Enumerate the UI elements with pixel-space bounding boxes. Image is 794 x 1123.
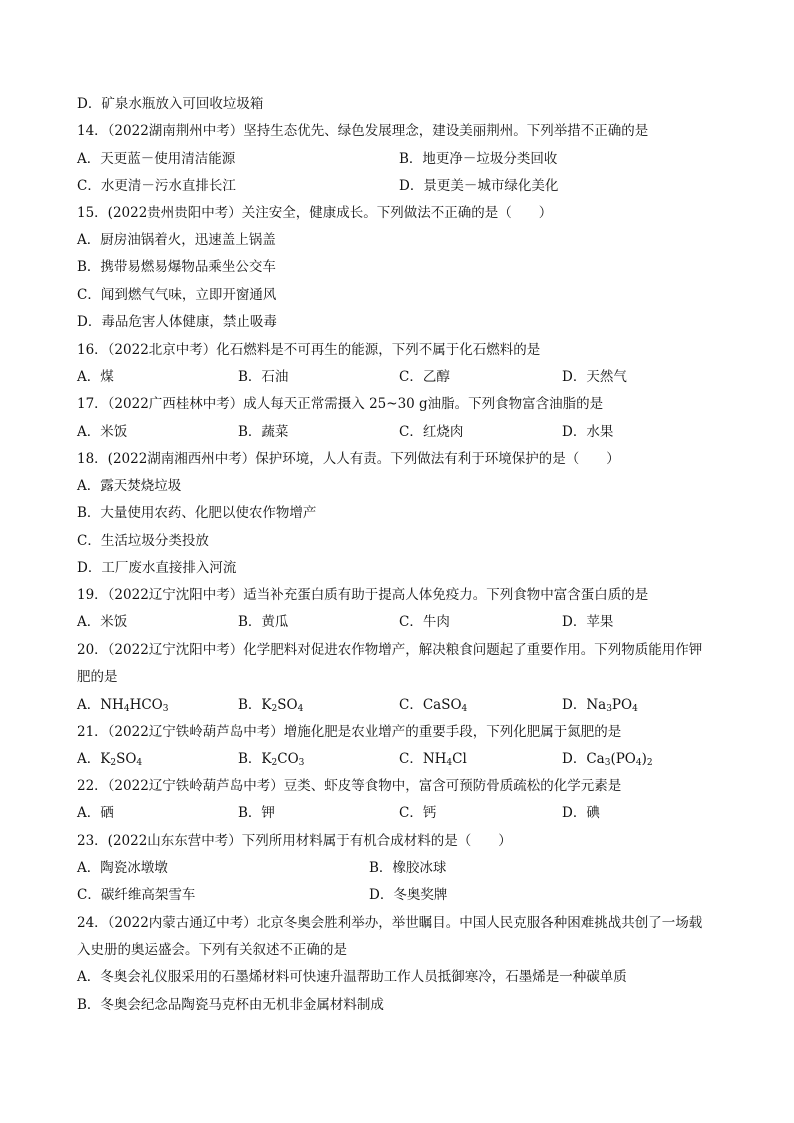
option-c: C．碳纤维高架雪车 <box>77 887 196 903</box>
option-c: C．生活垃圾分类投放 <box>77 533 209 549</box>
option-d: D．苹果 <box>562 614 614 630</box>
option-d: D．$Na_3PO_4$ <box>562 697 638 714</box>
option-b: B．黄瓜 <box>238 614 289 630</box>
option-b: B．地更净－垃圾分类回收 <box>399 151 558 167</box>
question-20: 20．（2022辽宁沈阳中考）化学肥料对促进农作物增产，解决粮食问题起了重要作用。下列物质能用作钾 <box>77 642 703 658</box>
option-c: C．$NH_4Cl$ <box>399 751 467 768</box>
option-d: D．景更美－城市绿化美化 <box>399 178 559 194</box>
option-b: B．$K_2CO_3$ <box>238 751 305 768</box>
option-b: B．大量使用农药、化肥以使农作物增产 <box>77 505 317 521</box>
option-b: B．$K_2SO_4$ <box>238 697 304 714</box>
question-16: 16．（2022北京中考）化石燃料是不可再生的能源，下列不属于化石燃料的是 <box>77 342 541 358</box>
option-a: A．米饭 <box>77 614 128 630</box>
question-22: 22．（2022辽宁铁岭葫芦岛中考）豆类、虾皮等食物中，富含可预防骨质疏松的化学元素是 <box>77 778 622 794</box>
option-d: D．天然气 <box>562 369 627 385</box>
option-b: B．石油 <box>238 369 289 385</box>
option-b: B．钾 <box>238 805 275 821</box>
option-c: C．红烧肉 <box>399 424 464 440</box>
option-c: C．牛肉 <box>399 614 450 630</box>
option-a: A．露天焚烧垃圾 <box>77 478 182 494</box>
option-a: A．$K_2SO_4$ <box>77 751 143 768</box>
option-b: B．冬奥会纪念品陶瓷马克杯由无机非金属材料制成 <box>77 997 384 1013</box>
question-18: 18．(2022湖南湘西州中考）保护环境，人人有责。下列做法有利于环境保护的是（ ） <box>77 451 620 467</box>
option-a: A．陶瓷冰墩墩 <box>77 860 168 876</box>
option-a: A．$NH_4HCO_3$ <box>77 697 169 714</box>
option-line: D．矿泉水瓶放入可回收垃圾箱 <box>77 96 264 112</box>
option-c: C．乙醇 <box>399 369 450 385</box>
option-a: A．米饭 <box>77 424 128 440</box>
question-15: 15．(2022贵州贵阳中考）关注安全，健康成长。下列做法不正确的是（ ） <box>77 205 553 221</box>
question-19: 19．（2022辽宁沈阳中考）适当补充蛋白质有助于提高人体免疫力。下列食物中富含蛋白质的是 <box>77 587 649 603</box>
option-d: D．$Ca_3(PO_4)_2$ <box>562 751 653 768</box>
option-d: D．工厂废水直接排入河流 <box>77 560 237 576</box>
option-a: A．冬奥会礼仪服采用的石墨烯材料可快速升温帮助工作人员抵御寒冷，石墨烯是一种碳单质 <box>77 969 627 985</box>
question-24-continued: 入史册的奥运盛会。下列有关叙述不正确的是 <box>77 942 347 958</box>
option-a: A．煤 <box>77 369 114 385</box>
option-d: D．碘 <box>562 805 600 821</box>
option-c: C．水更清－污水直排长江 <box>77 178 236 194</box>
option-d: D．冬奥奖牌 <box>369 887 448 903</box>
option-d: D．毒品危害人体健康，禁止吸毒 <box>77 314 277 330</box>
question-21: 21．（2022辽宁铁岭葫芦岛中考）增施化肥是农业增产的重要手段，下列化肥属于氮肥的是 <box>77 724 622 740</box>
question-24: 24．（2022内蒙古通辽中考）北京冬奥会胜利举办，举世瞩目。中国人民克服各种困难挑战共创了一场载 <box>77 915 703 931</box>
option-c: C．闻到燃气气味，立即开窗通风 <box>77 287 277 303</box>
option-a: A．天更蓝－使用清洁能源 <box>77 151 236 167</box>
question-17: 17．（2022广西桂林中考）成人每天正常需摄入 25~30 g油脂。下列食物富含油脂的是 <box>77 396 604 412</box>
option-a: A．硒 <box>77 805 114 821</box>
question-23: 23．(2022山东东营中考）下列所用材料属于有机合成材料的是（ ） <box>77 833 512 849</box>
option-b: B．蔬菜 <box>238 424 289 440</box>
option-d: D．水果 <box>562 424 614 440</box>
option-c: C．钙 <box>399 805 437 821</box>
option-b: B．携带易燃易爆物品乘坐公交车 <box>77 259 276 275</box>
option-b: B．橡胶冰球 <box>369 860 447 876</box>
option-a: A．厨房油锅着火，迅速盖上锅盖 <box>77 232 276 248</box>
question-20-continued: 肥的是 <box>77 669 118 685</box>
question-14: 14．（2022湖南荆州中考）坚持生态优先、绿色发展理念，建设美丽荆州。下列举措不正确的是 <box>77 123 649 139</box>
option-c: C．CaSO$_4$ <box>399 697 468 714</box>
